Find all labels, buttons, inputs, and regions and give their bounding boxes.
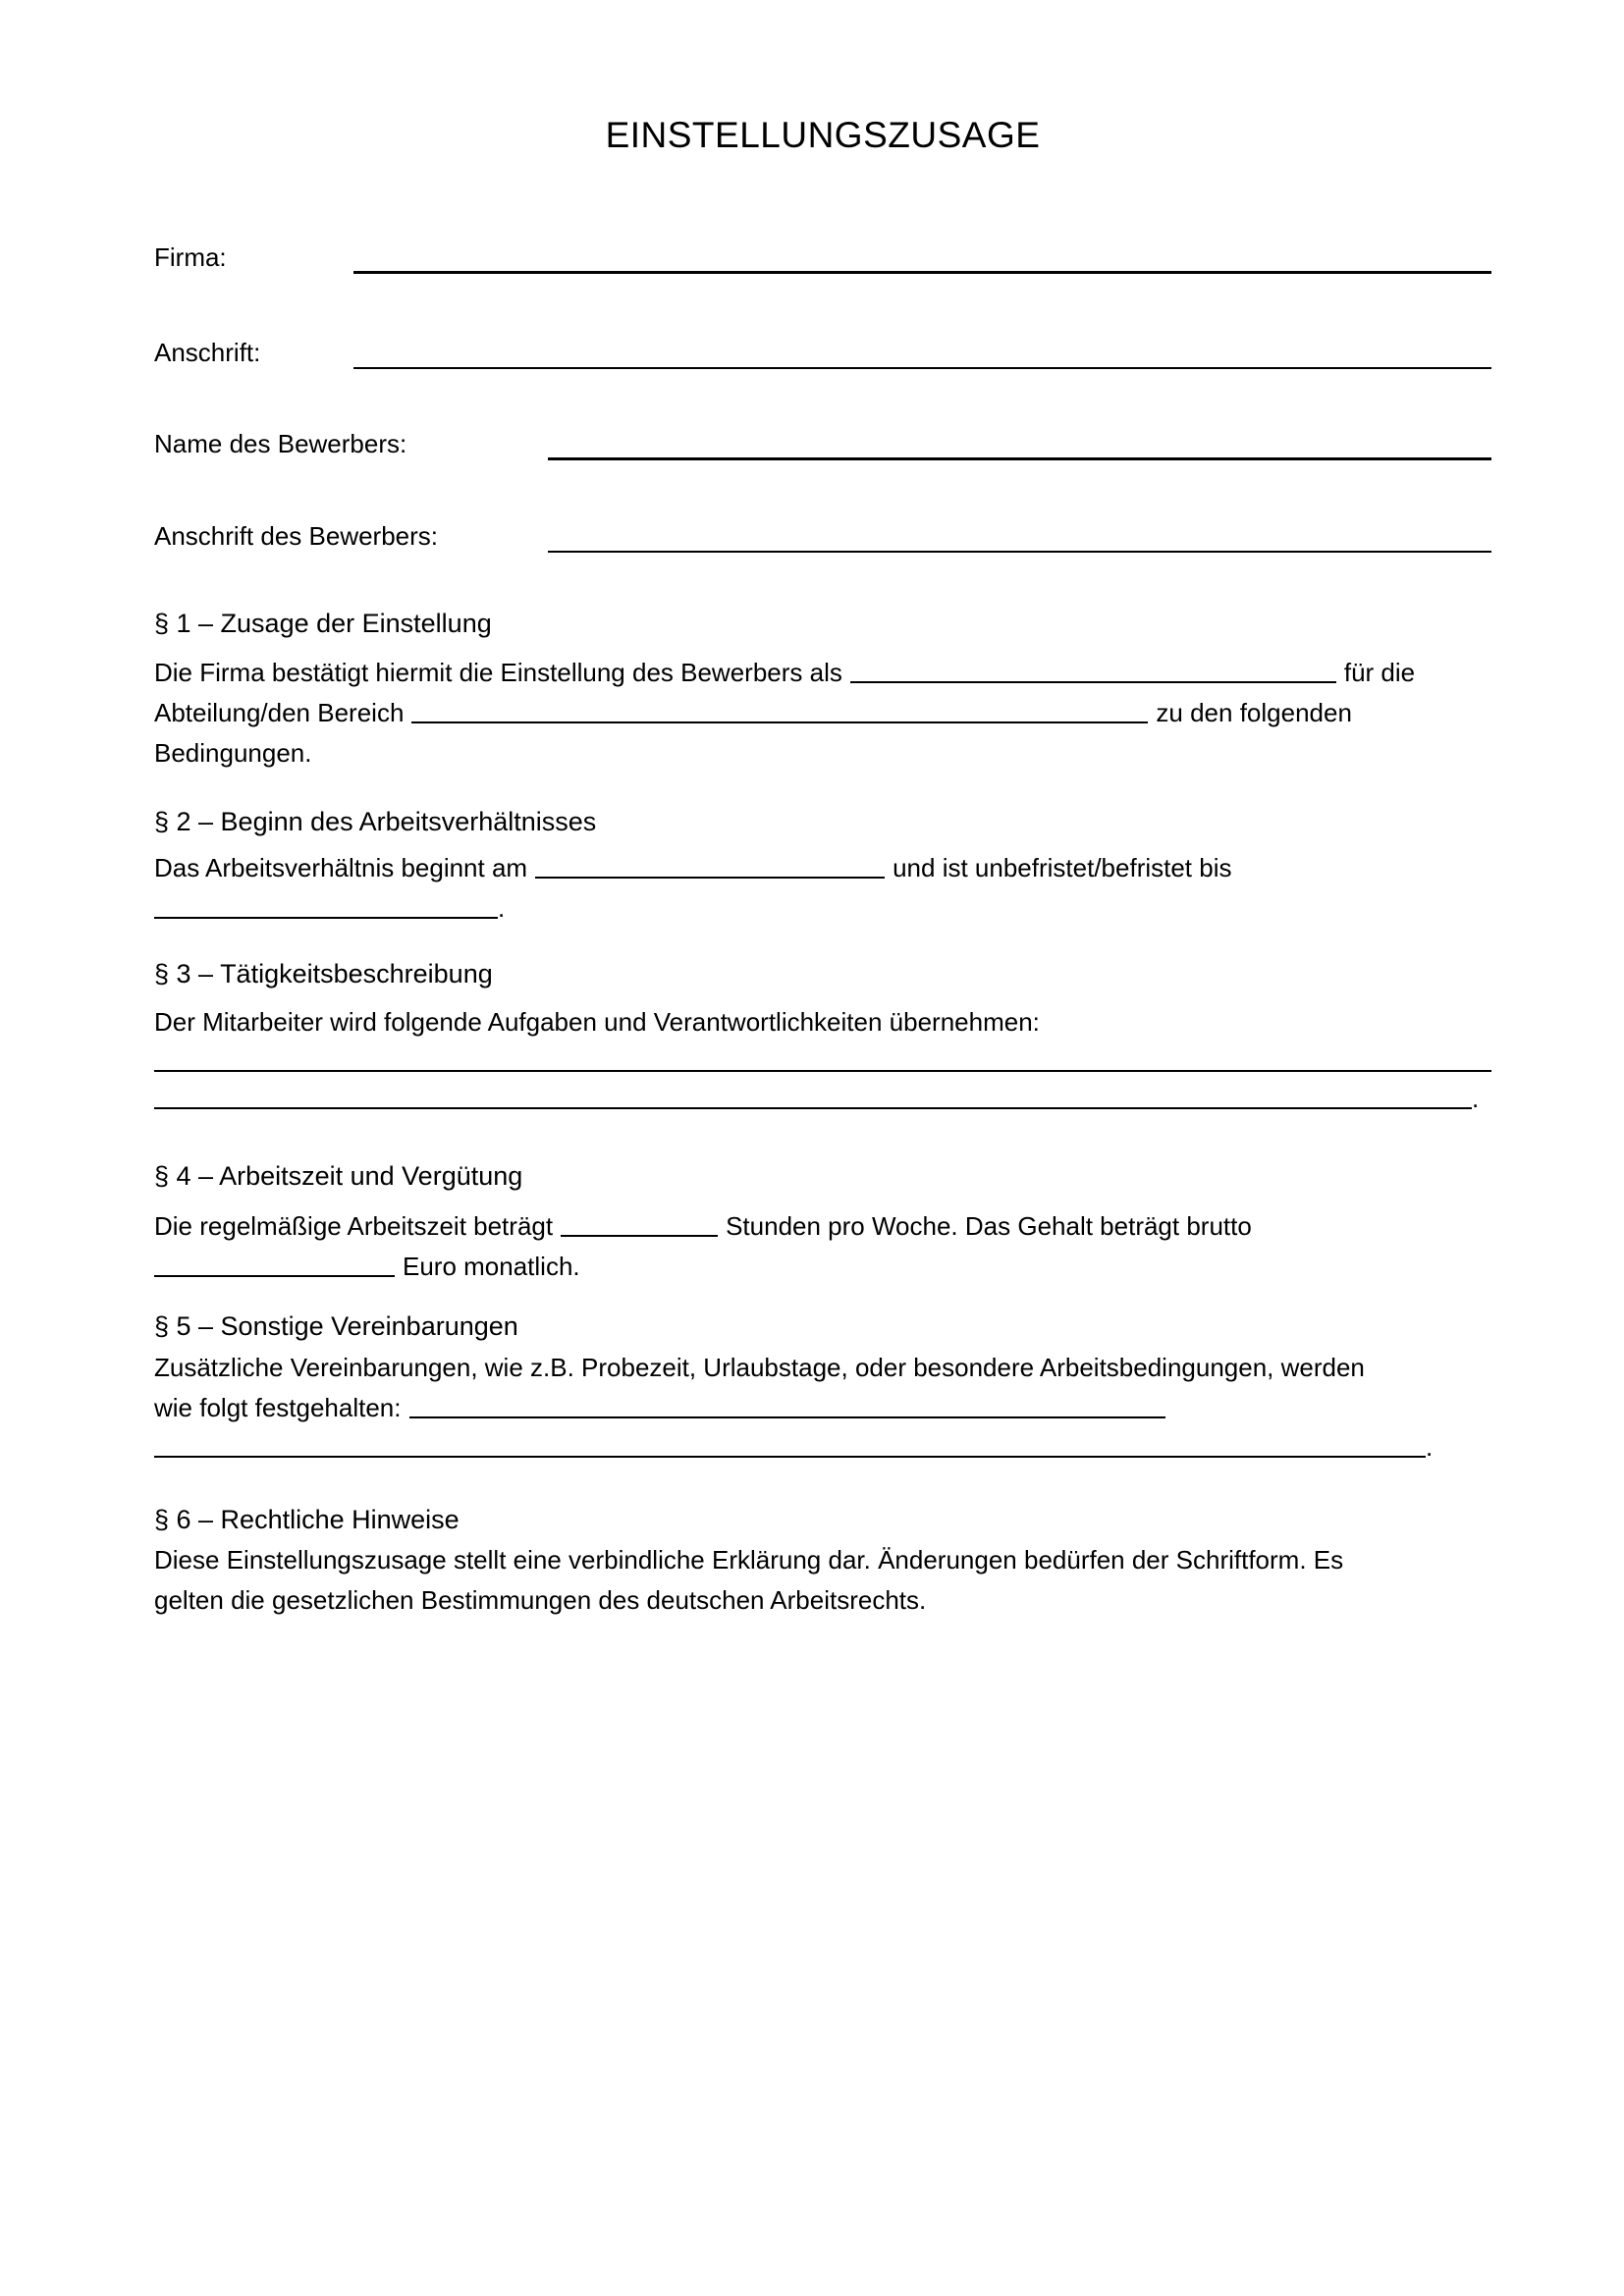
text-segment: Die regelmäßige Arbeitszeit beträgt bbox=[154, 1211, 554, 1241]
text-segment: wie folgt festgehalten: bbox=[154, 1393, 402, 1422]
text-segment: für die bbox=[1343, 658, 1416, 687]
section-5-paragraph bbox=[154, 1348, 1491, 1428]
section-3-heading: § 3 – Tätigkeitsbeschreibung bbox=[154, 959, 493, 988]
paragraph-line bbox=[154, 693, 1491, 733]
hours-blank[interactable] bbox=[561, 1209, 718, 1237]
section-6-heading: § 6 – Rechtliche Hinweise bbox=[154, 1505, 460, 1534]
position-blank[interactable] bbox=[850, 656, 1336, 683]
paragraph-line: gelten die gesetzlichen Bestimmungen des deutschen Arbeitsrechts. bbox=[154, 1585, 927, 1615]
section-1-paragraph bbox=[154, 653, 1491, 774]
paragraph-line: Der Mitarbeiter wird folgende Aufgaben und Verantwortlichkeiten übernehmen: bbox=[154, 1007, 1040, 1037]
section-2-paragraph bbox=[154, 848, 1491, 929]
end-date-blank[interactable] bbox=[154, 891, 498, 919]
paragraph-line: Zusätzliche Vereinbarungen, wie z.B. Probezeit, Urlaubstage, oder besondere Arbeitsbedingungen, werden bbox=[154, 1353, 1365, 1382]
text-segment: Stunden pro Woche. Das Gehalt beträgt brutto bbox=[726, 1211, 1252, 1241]
paragraph-line: Diese Einstellungszusage stellt eine verbindliche Erklärung dar. Änderungen bedürfen der Schriftform. Es bbox=[154, 1545, 1344, 1575]
agreements-blank-1[interactable] bbox=[409, 1391, 1165, 1418]
section-4-paragraph bbox=[154, 1206, 1491, 1287]
name-bewerber-label: Name des Bewerbers: bbox=[154, 429, 407, 458]
section-4-heading: § 4 – Arbeitszeit und Vergütung bbox=[154, 1161, 523, 1191]
section-6-paragraph bbox=[154, 1540, 1491, 1621]
name-bewerber-fill-line[interactable] bbox=[548, 428, 1491, 460]
paragraph-line bbox=[154, 1042, 1491, 1080]
paragraph-line bbox=[154, 1247, 1491, 1287]
section-5 bbox=[154, 1308, 1491, 1466]
section-3-blank-lines bbox=[154, 1042, 1491, 1117]
agreements-blank-2[interactable] bbox=[154, 1430, 1426, 1458]
text-segment: Euro monatlich. bbox=[403, 1252, 580, 1281]
section-6 bbox=[154, 1502, 1491, 1621]
paragraph-line bbox=[154, 848, 1491, 888]
document-title: EINSTELLUNGSZUSAGE bbox=[605, 115, 1041, 155]
section-4 bbox=[154, 1158, 1491, 1287]
field-row-anschrift-bewerber bbox=[154, 519, 1491, 553]
paragraph-line bbox=[154, 1388, 1491, 1428]
field-row-firma bbox=[154, 240, 1491, 274]
tasks-blank-2[interactable] bbox=[154, 1082, 1472, 1109]
paragraph-line bbox=[154, 1428, 1491, 1466]
firma-fill-line[interactable] bbox=[353, 241, 1491, 274]
start-date-blank[interactable] bbox=[535, 851, 885, 879]
section-2-heading: § 2 – Beginn des Arbeitsverhältnisses bbox=[154, 807, 597, 836]
field-row-anschrift bbox=[154, 336, 1491, 369]
text-segment: . bbox=[498, 893, 506, 923]
tasks-blank-1[interactable] bbox=[154, 1044, 1491, 1072]
anschrift-bewerber-fill-line[interactable] bbox=[548, 521, 1491, 553]
text-segment: Das Arbeitsverhältnis beginnt am bbox=[154, 853, 528, 882]
section-3-paragraph bbox=[154, 1002, 1491, 1042]
paragraph-line bbox=[154, 653, 1491, 693]
text-segment: . bbox=[1426, 1432, 1434, 1462]
text-segment: zu den folgenden bbox=[1156, 698, 1352, 727]
text-segment: Die Firma bestätigt hiermit die Einstellung des Bewerbers als bbox=[154, 658, 842, 687]
paragraph-line bbox=[154, 1206, 1491, 1247]
salary-blank[interactable] bbox=[154, 1250, 395, 1277]
paragraph-line: Bedingungen. bbox=[154, 738, 312, 768]
field-row-name-bewerber bbox=[154, 427, 1491, 460]
text-segment: . bbox=[1472, 1084, 1480, 1113]
section-5-heading: § 5 – Sonstige Vereinbarungen bbox=[154, 1311, 518, 1341]
section-3 bbox=[154, 956, 1491, 1117]
text-segment: Abteilung/den Bereich bbox=[154, 698, 405, 727]
section-1 bbox=[154, 606, 1491, 774]
section-5-blank-lines bbox=[154, 1428, 1491, 1466]
anschrift-bewerber-label: Anschrift des Bewerbers: bbox=[154, 521, 439, 551]
department-blank[interactable] bbox=[411, 696, 1148, 723]
paragraph-line bbox=[154, 888, 1491, 929]
anschrift-fill-line[interactable] bbox=[353, 338, 1491, 369]
text-segment: und ist unbefristet/befristet bis bbox=[893, 853, 1232, 882]
firma-label: Firma: bbox=[154, 242, 227, 272]
section-2 bbox=[154, 804, 1491, 929]
section-1-heading: § 1 – Zusage der Einstellung bbox=[154, 609, 492, 638]
paragraph-line bbox=[154, 1080, 1491, 1117]
anschrift-label: Anschrift: bbox=[154, 338, 261, 367]
